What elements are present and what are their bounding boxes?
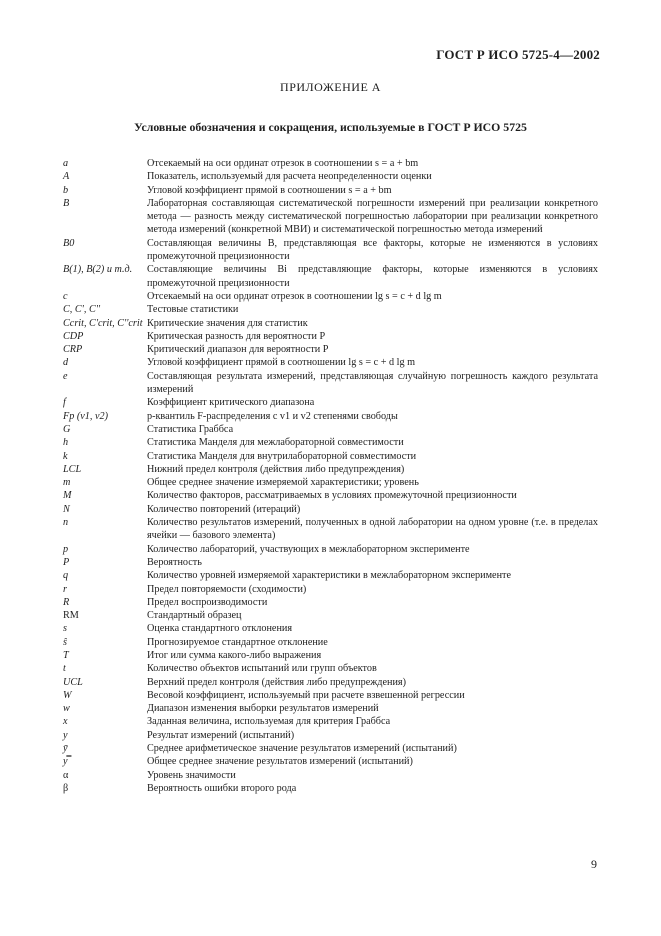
symbol-row-R xyxy=(63,596,598,609)
symbol-definition: Составляющая результата измерений, представляющая случайную погрешность каждого результата измерений xyxy=(147,370,598,396)
symbol-term: x xyxy=(63,716,68,728)
symbol-definition: Отсекаемый на оси ординат отрезок в соотношении lg s = c + d lg m xyxy=(147,290,442,302)
symbol-row-e xyxy=(63,370,598,397)
symbol-row-s-hat xyxy=(63,636,598,649)
symbol-term: y̿ xyxy=(63,756,68,768)
symbol-row-W xyxy=(63,689,598,702)
symbol-term: t xyxy=(63,663,66,675)
symbol-term: CRP xyxy=(63,344,83,356)
symbol-row-T xyxy=(63,649,598,662)
symbol-term: B0 xyxy=(63,237,75,249)
symbol-term: w xyxy=(63,703,70,715)
symbol-definition: Количество объектов испытаний или групп объектов xyxy=(147,663,377,675)
page-number: 9 xyxy=(591,857,597,871)
symbol-definition: Итог или сумма какого-либо выражения xyxy=(147,649,322,661)
symbol-term: R xyxy=(63,596,70,608)
symbol-term: B xyxy=(63,197,70,209)
symbol-row-RM xyxy=(63,609,598,622)
symbol-term: n xyxy=(63,517,69,529)
symbol-term: p xyxy=(63,543,69,555)
symbol-term: C, C', C'' xyxy=(63,304,101,316)
symbol-row-CDP xyxy=(63,330,598,343)
symbol-definition: Количество результатов измерений, полученных в одной лаборатории на одном уровне (т.е. в пределах ячейки — базового элемента) xyxy=(147,517,598,542)
symbol-definition: Коэффициент критического диапазона xyxy=(147,397,315,409)
symbol-definition: Прогнозируемое стандартное отклонение xyxy=(147,636,328,648)
symbol-definition: Общее среднее значение измеряемой характеристики; уровень xyxy=(147,477,419,489)
symbol-term: h xyxy=(63,437,69,449)
symbol-definition: Статистика Манделя для межлабораторной совместимости xyxy=(147,437,404,449)
symbol-term: y xyxy=(63,729,68,741)
symbol-term: d xyxy=(63,357,69,369)
symbol-term: q xyxy=(63,570,69,582)
symbol-term: α xyxy=(63,769,69,781)
symbol-term: W xyxy=(63,689,72,701)
symbol-row-y-bar xyxy=(63,742,598,755)
symbol-term: c xyxy=(63,290,68,302)
symbol-row-CRP xyxy=(63,343,598,356)
symbol-row-f xyxy=(63,396,598,409)
symbol-row-h xyxy=(63,436,598,449)
symbol-row-m xyxy=(63,476,598,489)
symbol-row-C xyxy=(63,303,598,316)
symbol-row-y xyxy=(63,729,598,742)
symbol-term: G xyxy=(63,423,71,435)
symbol-term: e xyxy=(63,370,68,382)
symbol-definition: Количество факторов, рассматриваемых в условиях промежуточной прецизионности xyxy=(147,490,517,502)
symbol-definition: Весовой коэффициент, используемый при расчете взвешенной регрессии xyxy=(147,689,465,701)
symbol-term: k xyxy=(63,450,68,462)
symbol-term: UCL xyxy=(63,676,83,688)
symbol-row-A xyxy=(63,170,598,183)
symbol-term: r xyxy=(63,583,67,595)
symbol-row-w xyxy=(63,702,598,715)
symbol-row-B1-B2 xyxy=(63,263,598,290)
symbol-row-N xyxy=(63,503,598,516)
symbol-term: s xyxy=(63,623,67,635)
symbol-definition: Предел повторяемости (сходимости) xyxy=(147,583,307,595)
symbol-row-M xyxy=(63,489,598,502)
symbol-term: CDP xyxy=(63,330,84,342)
symbol-term: M xyxy=(63,490,72,502)
symbol-row-y-double-bar xyxy=(63,755,598,768)
symbol-term: N xyxy=(63,503,70,515)
symbol-definition: Вероятность ошибки второго рода xyxy=(147,782,297,794)
symbol-definition: Отсекаемый на оси ординат отрезок в соотношении s = a + bm xyxy=(147,158,419,169)
symbol-definition: Количество уровней измеряемой характеристики в межлабораторном эксперименте xyxy=(147,570,511,582)
symbol-row-t xyxy=(63,662,598,675)
symbol-definition: Угловой коэффициент прямой в соотношении s = a + bm xyxy=(147,184,392,196)
symbol-definition: Составляющая величины B, представляющая все факторы, которые не изменяются в условиях промежуточной прецизионности xyxy=(147,237,598,263)
symbol-definition: Критические значения для статистик xyxy=(147,317,308,329)
symbol-row-P xyxy=(63,556,598,569)
symbol-term: ŝ xyxy=(63,636,67,648)
symbol-row-beta xyxy=(63,782,598,795)
symbol-term: B(1), B(2) и т.д. xyxy=(63,264,133,276)
symbol-definition: Показатель, используемый для расчета неопределенности оценки xyxy=(147,171,432,183)
symbol-term: f xyxy=(63,397,66,409)
symbol-definition: Результат измерений (испытаний) xyxy=(147,729,295,741)
symbol-term: Ccrit, C'crit, C''crit xyxy=(63,317,143,329)
symbol-term: b xyxy=(63,184,69,196)
symbol-row-a xyxy=(63,157,598,170)
document-header-id: ГОСТ Р ИСО 5725-4—2002 xyxy=(436,47,600,62)
symbol-definition: Уровень значимости xyxy=(147,769,236,781)
symbol-definition: Стандартный образец xyxy=(147,610,242,622)
symbol-row-alpha xyxy=(63,769,598,782)
symbol-definition: Угловой коэффициент прямой в соотношении lg s = c + d lg m xyxy=(147,357,416,369)
symbol-row-r xyxy=(63,583,598,596)
symbol-row-d xyxy=(63,356,598,369)
symbol-term: Fp (v1, v2) xyxy=(63,410,108,422)
symbol-row-Fp xyxy=(63,410,598,423)
symbol-row-q xyxy=(63,569,598,582)
symbol-definition: Оценка стандартного отклонения xyxy=(147,623,293,635)
symbol-term: m xyxy=(63,477,71,489)
symbol-definition: Статистика Граббса xyxy=(147,423,234,435)
symbol-definition: Заданная величина, используемая для критерия Граббса xyxy=(147,716,391,728)
symbol-definition: Количество лабораторий, участвующих в межлабораторном эксперименте xyxy=(147,543,470,555)
symbol-definition: Вероятность xyxy=(147,556,202,568)
symbol-term: β xyxy=(63,782,69,794)
symbol-term: ȳ xyxy=(63,743,68,755)
symbol-row-UCL xyxy=(63,676,598,689)
symbol-row-k xyxy=(63,450,598,463)
symbol-definition: Количество повторений (итераций) xyxy=(147,503,301,515)
symbols-list xyxy=(63,157,598,795)
symbol-row-s xyxy=(63,622,598,635)
symbol-row-n xyxy=(63,516,598,543)
symbol-definition: Тестовые статистики xyxy=(147,304,239,316)
symbol-definition: Статистика Манделя для внутрилабораторной совместимости xyxy=(147,450,417,462)
symbol-definition: Критическая разность для вероятности P xyxy=(147,330,326,342)
symbol-row-x xyxy=(63,715,598,728)
symbol-definition: Диапазон изменения выборки результатов измерений xyxy=(147,703,379,715)
symbol-row-c xyxy=(63,290,598,303)
section-title: Условные обозначения и сокращения, используемые в ГОСТ Р ИСО 5725 xyxy=(134,120,527,134)
symbol-definition: Общее среднее значение результатов измерений (испытаний) xyxy=(147,756,413,768)
symbol-term: RM xyxy=(63,610,79,622)
symbol-definition: p-квантиль F-распределения с v1 и v2 степенями свободы xyxy=(147,410,398,422)
symbol-definition: Нижний предел контроля (действия либо предупреждения) xyxy=(147,463,405,475)
appendix-heading: ПРИЛОЖЕНИЕ А xyxy=(280,80,381,94)
symbol-definition: Составляющие величины Bi представляющие факторы, которые изменяются в условиях промежуточной прецизионности xyxy=(147,264,598,289)
symbol-definition: Среднее арифметическое значение результатов измерений (испытаний) xyxy=(147,743,457,755)
symbol-row-p xyxy=(63,543,598,556)
symbol-row-b xyxy=(63,184,598,197)
symbol-row-G xyxy=(63,423,598,436)
symbol-term: T xyxy=(63,649,69,661)
symbol-term: A xyxy=(63,171,70,183)
symbol-definition: Критический диапазон для вероятности P xyxy=(147,344,329,356)
symbol-term: LCL xyxy=(63,463,82,475)
symbol-term: a xyxy=(63,158,69,169)
symbol-term: P xyxy=(63,556,70,568)
symbol-definition: Лабораторная составляющая систематической погрешности измерений при реализации конкретного метода — разность между систематической погрешностью лаборатории при реализации конкретного метода измерений (конкретной МВИ) и систематической погрешностью метода измерений xyxy=(147,197,598,236)
symbol-definition: Верхний предел контроля (действия либо предупреждения) xyxy=(147,676,406,688)
symbol-row-B0 xyxy=(63,237,598,264)
symbol-definition: Предел воспроизводимости xyxy=(147,596,268,608)
symbol-row-B xyxy=(63,197,598,237)
symbol-row-LCL xyxy=(63,463,598,476)
symbol-row-Ccrit xyxy=(63,317,598,330)
